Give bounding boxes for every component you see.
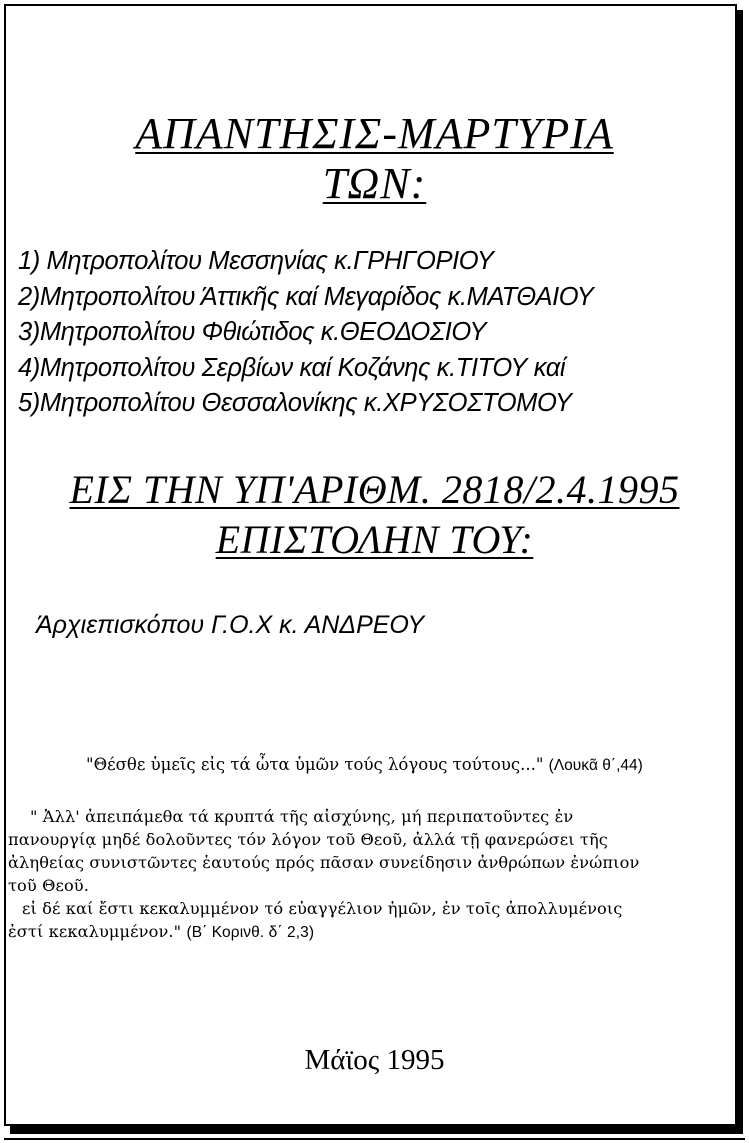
quote-text: "Θέσθε ὑμεῖς εἰς τά ὦτα ὑμῶν τούς λόγους τούτους..." [86, 755, 544, 774]
list-item: 3)Μητροπολίτου Φθιώτιδος κ.ΘΕΟΔΟΣΙΟΥ [18, 318, 487, 346]
list-item: 5)Μητροπολίτου Θεσσαλονίκης κ.ΧΡΥΣΟΣΤΟΜΟΥ [18, 389, 572, 417]
border-shadow-bottom [10, 1126, 743, 1134]
scripture-quote-luke [86, 755, 736, 775]
document-date: Μάϊος 1995 [304, 1044, 445, 1076]
quote-text: ἐστί κεκαλυμμένον." [8, 922, 182, 941]
list-item: 4)Μητροπολίτου Σερβίων καί Κοζάνης κ.ΤΙΤΟΥ καί [18, 353, 566, 382]
quote-line: πανουργίᾳ μηδέ δολοῦντες τόν λόγον τοῦ Θεοῦ, ἀλλά τῇ φανερώσει τῆς [8, 830, 608, 849]
list-item: 1) Μητροπολίτου Μεσσηνίας κ.ΓΡΗΓΟΡΙΟΥ [18, 247, 494, 275]
border-line-bottom [4, 1138, 745, 1140]
document-title: ΑΠΑΝΤΗΣΙΣ-ΜΑΡΤΥΡΙΑ [135, 109, 614, 158]
scripture-quote-corinthians [8, 805, 736, 944]
quote-line-last [8, 920, 736, 944]
quote-line: ἀληθείας συνιστῶντες ἑαυτούς πρός πᾶσαν συνείδησιν ἀνθρώπων ἐνώπιον [8, 853, 640, 872]
quote-reference: (Β΄ Κορινθ. δ΄ 2,3) [186, 924, 315, 941]
list-item: 2)Μητροπολίτου Άττικῆς καί Μεγαρίδος κ.ΜΑΤΘΑΙΟΥ [18, 282, 594, 311]
subject-heading-line2: ΕΠΙΣΤΟΛΗΝ ΤΟΥ: [215, 517, 534, 562]
archbishop-name: Άρχιεπισκόπου Γ.Ο.Χ κ. ΑΝΔΡΕΟΥ [36, 611, 425, 639]
document-title-line2: ΤΩΝ: [322, 159, 427, 208]
quote-line: εἰ δέ καί ἔστι κεκαλυμμένον τό εὐαγγέλιον ἡμῶν, ἐν τοῖς ἀπολλυμένοις [22, 899, 623, 918]
quote-reference: (Λουκᾶ θ΄,44) [548, 757, 643, 774]
quote-line: τοῦ Θεοῦ. [8, 876, 89, 895]
quote-line: " Ἀλλ' ἀπειπάμεθα τά κρυπτά τῆς αἰσχύνης, μή περιπατοῦντες ἐν [30, 807, 574, 826]
metropolitans-list [18, 244, 733, 422]
subject-heading: ΕΙΣ ΤΗΝ ΥΠ'ΑΡΙΘΜ. 2818/2.4.1995 [69, 467, 680, 512]
